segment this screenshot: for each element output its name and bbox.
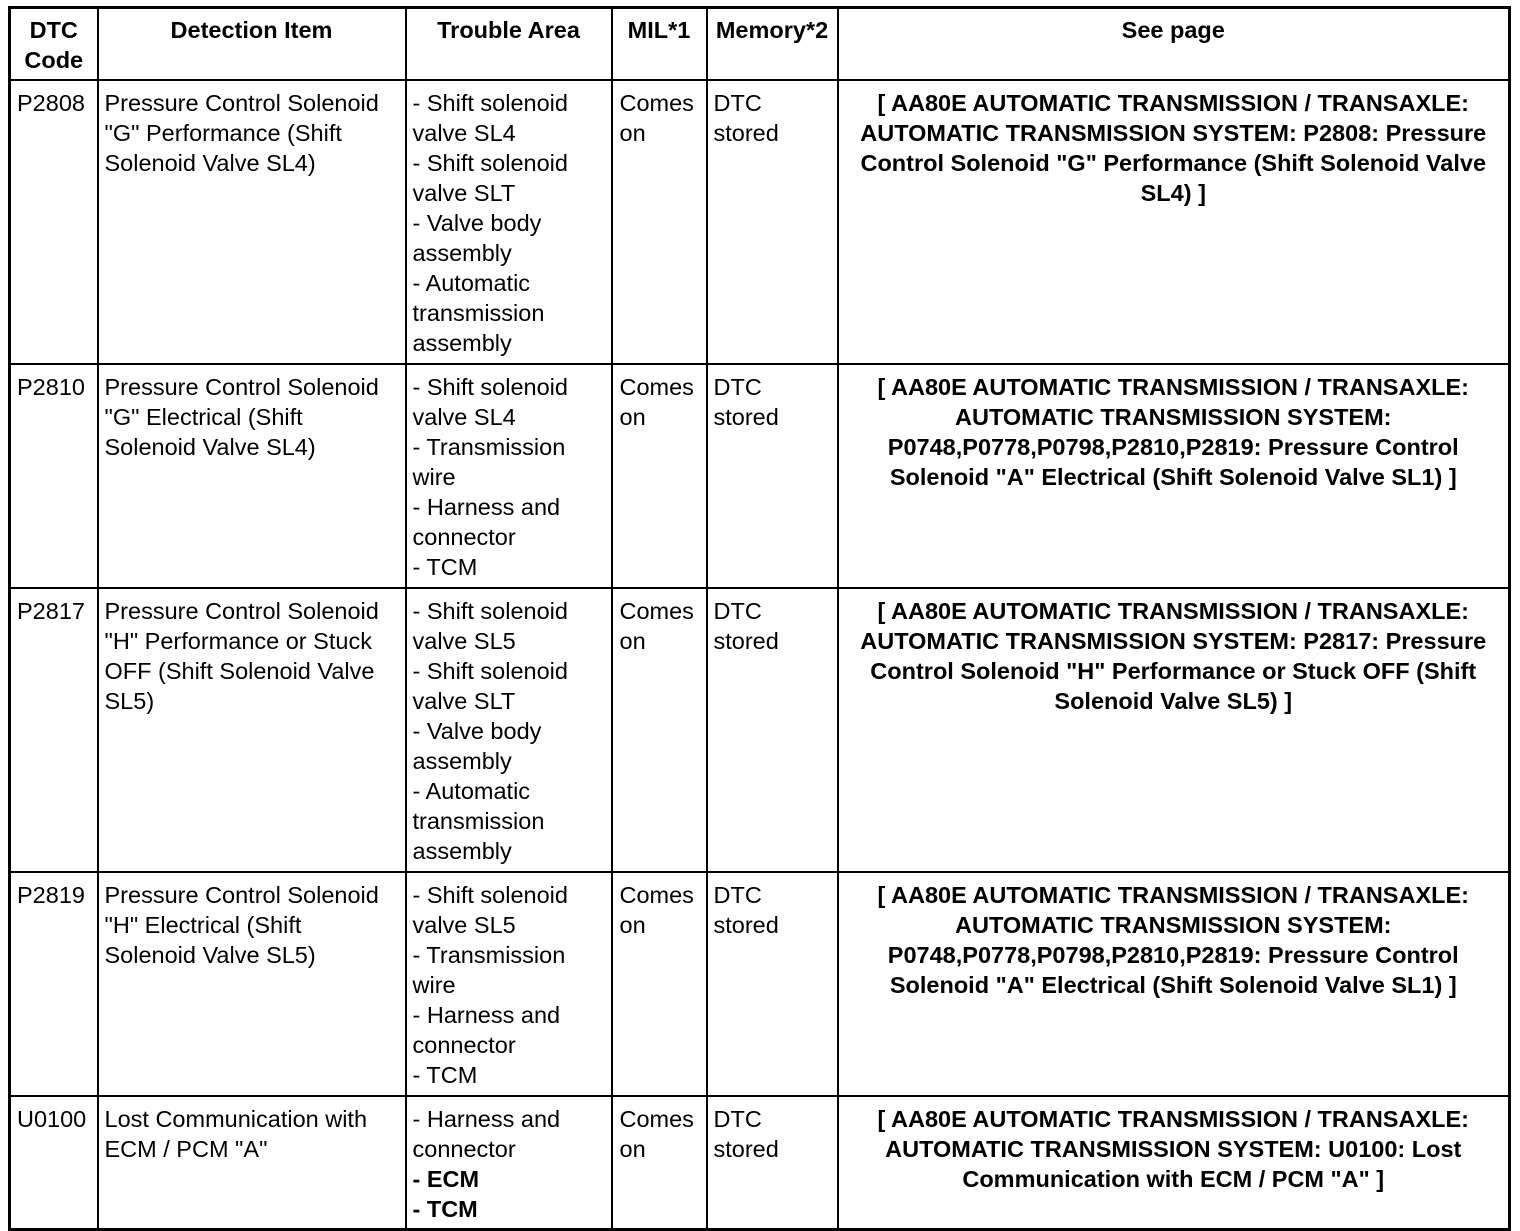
trouble-area-item: - TCM bbox=[412, 554, 478, 580]
trouble-area-item: - Shift solenoid valve SL4 bbox=[412, 90, 568, 146]
memory-cell: DTC stored bbox=[707, 364, 838, 588]
dtc-code-cell: P2808 bbox=[10, 80, 98, 364]
mil-cell: Comes on bbox=[612, 588, 707, 872]
see-page-link[interactable]: [ AA80E AUTOMATIC TRANSMISSION / TRANSAXLE: AUTOMATIC TRANSMISSION SYSTEM: U0100: Lost Communication with ECM / PCM "A" ] bbox=[838, 1096, 1510, 1230]
see-page-link[interactable]: [ AA80E AUTOMATIC TRANSMISSION / TRANSAXLE: AUTOMATIC TRANSMISSION SYSTEM: P0748,P0778,P0798,P2810,P2819: Pressure Control Solenoid "A" Electrical (Shift Solenoid Valve SL1) ] bbox=[838, 364, 1510, 588]
trouble-area-item: - Harness and connector bbox=[412, 1002, 561, 1058]
dtc-code-cell: P2817 bbox=[10, 588, 98, 872]
table-row bbox=[10, 1096, 1510, 1230]
trouble-area-item: - Shift solenoid valve SL4 bbox=[412, 374, 568, 430]
trouble-area-item: - Automatic transmission assembly bbox=[412, 778, 545, 864]
header-row bbox=[10, 8, 1510, 81]
detection-item-cell: Pressure Control Solenoid "H" Electrical (Shift Solenoid Valve SL5) bbox=[98, 872, 406, 1096]
mil-cell: Comes on bbox=[612, 80, 707, 364]
detection-item-cell: Pressure Control Solenoid "H" Performance or Stuck OFF (Shift Solenoid Valve SL5) bbox=[98, 588, 406, 872]
trouble-area-cell bbox=[406, 1096, 612, 1230]
table-row bbox=[10, 364, 1510, 588]
trouble-area-item: - Shift solenoid valve SL5 bbox=[412, 882, 568, 938]
trouble-area-item: - TCM bbox=[412, 1062, 478, 1088]
trouble-area-item: - Shift solenoid valve SL5 bbox=[412, 598, 568, 654]
trouble-area-cell bbox=[406, 588, 612, 872]
trouble-area-item: - Harness and connector bbox=[412, 1106, 561, 1162]
trouble-area-item: - ECM bbox=[412, 1166, 480, 1192]
mil-cell: Comes on bbox=[612, 364, 707, 588]
trouble-area-item: - TCM bbox=[412, 1196, 478, 1222]
mil-cell: Comes on bbox=[612, 1096, 707, 1230]
header-dtc-code: DTC Code bbox=[10, 8, 98, 81]
trouble-area-item: - Automatic transmission assembly bbox=[412, 270, 545, 356]
table-row bbox=[10, 588, 1510, 872]
trouble-area-cell bbox=[406, 80, 612, 364]
trouble-area-cell bbox=[406, 872, 612, 1096]
trouble-area-item: - Valve body assembly bbox=[412, 718, 542, 774]
header-memory: Memory*2 bbox=[707, 8, 838, 81]
dtc-table bbox=[8, 6, 1511, 1231]
trouble-area-item: - Harness and connector bbox=[412, 494, 561, 550]
trouble-area-item: - Shift solenoid valve SLT bbox=[412, 658, 568, 714]
see-page-link[interactable]: [ AA80E AUTOMATIC TRANSMISSION / TRANSAXLE: AUTOMATIC TRANSMISSION SYSTEM: P2817: Pressure Control Solenoid "H" Performance or Stuck OFF (Shift Solenoid Valve SL5) ] bbox=[838, 588, 1510, 872]
trouble-area-cell bbox=[406, 364, 612, 588]
detection-item-cell: Lost Communication with ECM / PCM "A" bbox=[98, 1096, 406, 1230]
table-row bbox=[10, 872, 1510, 1096]
dtc-code-cell: U0100 bbox=[10, 1096, 98, 1230]
dtc-code-cell: P2819 bbox=[10, 872, 98, 1096]
header-see-page: See page bbox=[838, 8, 1510, 81]
detection-item-cell: Pressure Control Solenoid "G" Performance (Shift Solenoid Valve SL4) bbox=[98, 80, 406, 364]
mil-cell: Comes on bbox=[612, 872, 707, 1096]
trouble-area-item: - Transmission wire bbox=[412, 434, 566, 490]
memory-cell: DTC stored bbox=[707, 872, 838, 1096]
trouble-area-item: - Transmission wire bbox=[412, 942, 566, 998]
table-row bbox=[10, 80, 1510, 364]
header-detection-item: Detection Item bbox=[98, 8, 406, 81]
header-trouble-area: Trouble Area bbox=[406, 8, 612, 81]
see-page-link[interactable]: [ AA80E AUTOMATIC TRANSMISSION / TRANSAXLE: AUTOMATIC TRANSMISSION SYSTEM: P2808: Pressure Control Solenoid "G" Performance (Shift Solenoid Valve SL4) ] bbox=[838, 80, 1510, 364]
trouble-area-item: - Valve body assembly bbox=[412, 210, 542, 266]
memory-cell: DTC stored bbox=[707, 1096, 838, 1230]
memory-cell: DTC stored bbox=[707, 80, 838, 364]
memory-cell: DTC stored bbox=[707, 588, 838, 872]
dtc-code-cell: P2810 bbox=[10, 364, 98, 588]
trouble-area-item: - Shift solenoid valve SLT bbox=[412, 150, 568, 206]
detection-item-cell: Pressure Control Solenoid "G" Electrical (Shift Solenoid Valve SL4) bbox=[98, 364, 406, 588]
see-page-link[interactable]: [ AA80E AUTOMATIC TRANSMISSION / TRANSAXLE: AUTOMATIC TRANSMISSION SYSTEM: P0748,P0778,P0798,P2810,P2819: Pressure Control Solenoid "A" Electrical (Shift Solenoid Valve SL1) ] bbox=[838, 872, 1510, 1096]
header-mil: MIL*1 bbox=[612, 8, 707, 81]
